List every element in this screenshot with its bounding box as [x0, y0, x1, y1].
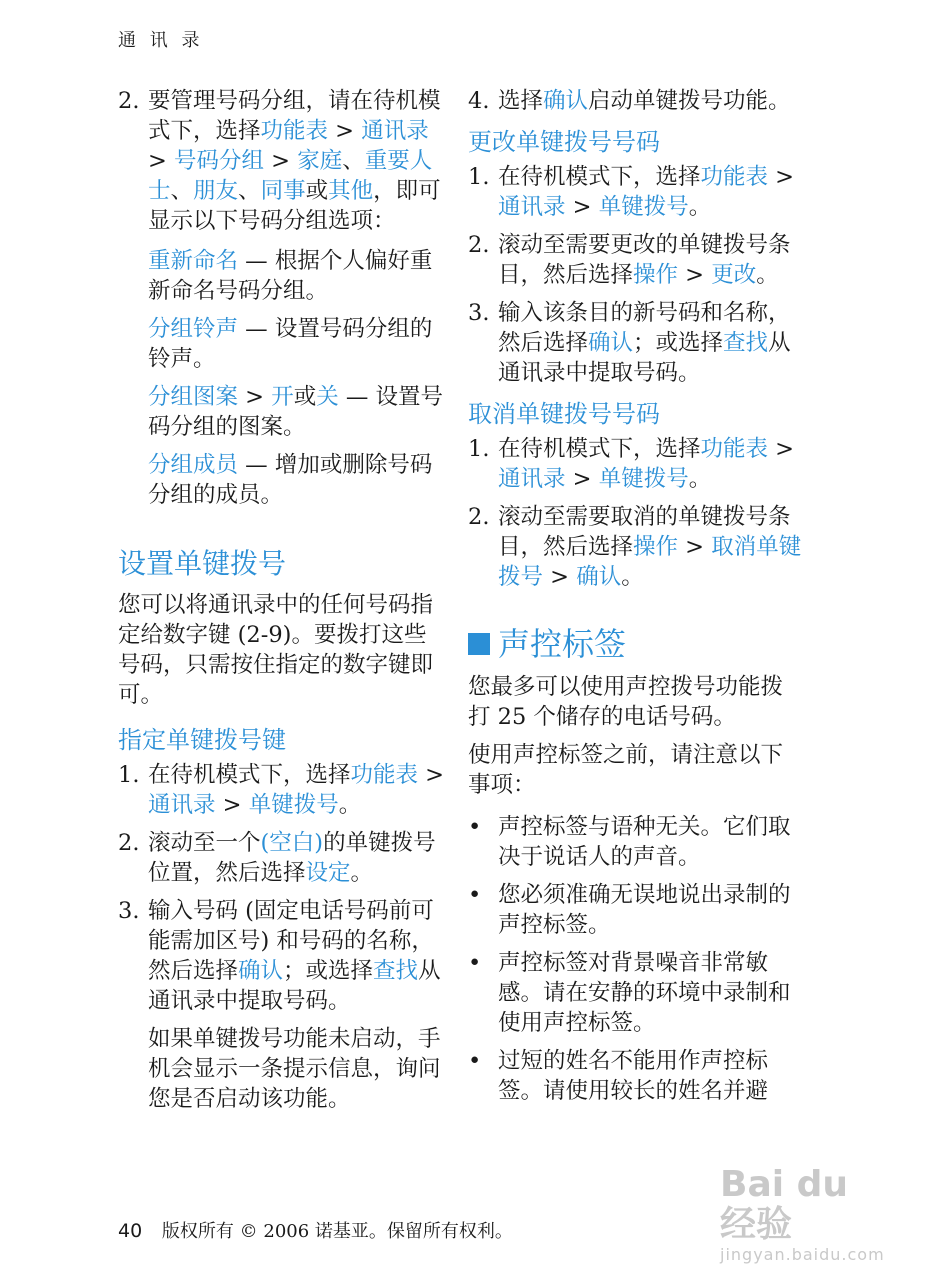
option-ringtone: 分组铃声 — 设置号码分组的铃声。: [148, 316, 433, 372]
change-step-1: 1. 在待机模式下，选择功能表 > 通讯录 > 单键拨号。: [468, 164, 795, 220]
subtitle-change: 更改单键拨号号码: [468, 128, 660, 156]
copyright-text: 版权所有 © 2006 诺基亚。保留所有权利。: [161, 1221, 513, 1242]
change-step-3: 3. 输入该条目的新号码和名称，然后选择确认；或选择查找从通讯录中提取号码。: [468, 300, 791, 386]
section-title-speed-dial: 设置单键拨号: [118, 547, 287, 580]
list-item: • 过短的姓名不能用作声控标签。请使用较长的姓名并避: [468, 1048, 769, 1104]
assign-step-2: 2. 滚动至一个(空白)的单键拨号位置，然后选择设定。: [118, 830, 436, 886]
assign-note: 如果单键拨号功能未启动，手机会显示一条提示信息，询问您是否启动该功能。: [148, 1026, 441, 1112]
section-title-voice-tags: 声控标签: [468, 622, 803, 666]
cancel-step-1: 1. 在待机模式下，选择功能表 > 通讯录 > 单键拨号。: [468, 436, 795, 492]
option-members: 分组成员 — 增加或删除号码分组的成员。: [148, 452, 433, 508]
list-item: • 您必须准确无误地说出录制的声控标签。: [468, 882, 791, 938]
page-footer: [118, 1217, 513, 1243]
subtitle-cancel: 取消单键拨号号码: [468, 400, 660, 428]
voice-intro-1: 您最多可以使用声控拨号功能拨打 25 个储存的电话号码。: [468, 674, 784, 730]
assign-step-4: 4. 选择确认启动单键拨号功能。: [468, 88, 791, 114]
subtitle-assign: 指定单键拨号键: [118, 726, 286, 754]
page-number: 40: [118, 1220, 143, 1242]
assign-step-3: 3. 输入号码 (固定电话号码前可能需加区号) 和号码的名称，然后选择确认；或选择查找从通讯录中提取号码。: [118, 898, 441, 1014]
link-menu: 功能表: [260, 118, 329, 144]
speed-dial-intro: 您可以将通讯录中的任何号码指定给数字键 (2-9)。要拨打这些号码，只需按住指定的数字键即可。: [118, 592, 434, 708]
right-column: [468, 86, 803, 1114]
option-logo: 分组图案 > 开或关 — 设置号码分组的图案。: [148, 384, 444, 440]
watermark-logo-text: Bai du 经验: [720, 1164, 849, 1245]
cancel-step-2: 2. 滚动至需要取消的单键拨号条目，然后选择操作 > 取消单键拨号 > 确认。: [468, 504, 802, 590]
option-rename: 重新命名 — 根据个人偏好重新命名号码分组。: [148, 248, 433, 304]
assign-step-1: 1. 在待机模式下，选择功能表 > 通讯录 > 单键拨号。: [118, 762, 445, 818]
step-manage-groups: 2. 要管理号码分组，请在待机模式下，选择功能表 > 通讯录 > 号码分组 > 家庭、重要人士、朋友、同事或其他，即可显示以下号码分组选项：: [118, 88, 441, 234]
square-bullet-icon: [468, 633, 490, 655]
list-item: • 声控标签与语种无关。它们取决于说话人的声音。: [468, 814, 791, 870]
list-item: • 声控标签对背景噪音非常敏感。请在安静的环境中录制和使用声控标签。: [468, 950, 791, 1036]
left-column: [118, 86, 448, 1122]
running-header: 通 讯 录: [118, 30, 204, 51]
watermark-url: jingyan.baidu.com: [720, 1245, 885, 1264]
baidu-watermark: [720, 1164, 890, 1264]
voice-intro-2: 使用声控标签之前，请注意以下事项：: [468, 742, 784, 798]
change-step-2: 2. 滚动至需要更改的单键拨号条目，然后选择操作 > 更改。: [468, 232, 791, 288]
